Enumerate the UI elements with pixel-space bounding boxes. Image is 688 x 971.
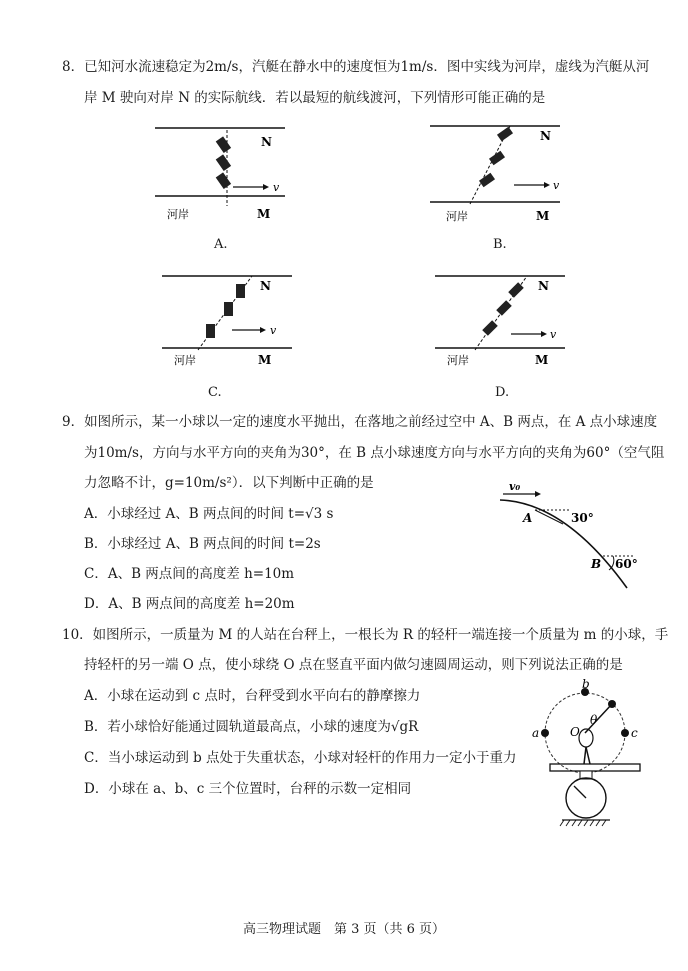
q8-figure-c (162, 270, 297, 375)
q8-figure-b (430, 118, 565, 228)
scale-platform (550, 764, 640, 771)
q10-option-b: B．若小球恰好能通过圆轨道最高点，小球的速度为√gR (84, 719, 419, 735)
q9-option-d: D．A、B 两点间的高度差 h=20m (84, 596, 295, 612)
bank-label: 河岸 (167, 208, 189, 221)
q8-caption-c: C. (208, 385, 222, 400)
theta-label: θ (590, 713, 598, 727)
boat (216, 154, 231, 171)
point-o-label: O (570, 725, 580, 739)
point-c-label: c (631, 726, 638, 740)
bank-n-label: N (260, 279, 271, 293)
velocity-label: v (273, 181, 280, 194)
q10-text-line2: 持轻杆的另一端 O 点，使小球绕 O 点在竖直平面内做匀速圆周运动，则下列说法正确的是 (84, 657, 623, 673)
bank-m-label: M (258, 353, 272, 367)
boat (216, 136, 231, 153)
q10-option-c: C．当小球运动到 b 点处于失重状态，小球对轻杆的作用力一定小于重力 (84, 750, 517, 766)
q10-option-a: A．小球在运动到 c 点时，台秤受到水平向右的静摩擦力 (84, 688, 421, 704)
angle-a-label: 30° (571, 511, 594, 525)
q9-text-line1: 9．如图所示，某一小球以一定的速度水平抛出，在落地之前经过空中 A、B 两点，在 A 点小球速度 (62, 414, 658, 430)
bank-m-label: M (257, 207, 271, 221)
point-a-label: A (523, 511, 533, 525)
bank-label: 河岸 (174, 354, 196, 367)
bank-label: 河岸 (446, 210, 468, 223)
bank-m-label: M (536, 209, 550, 223)
point-a-label: a (532, 726, 540, 740)
velocity-label: v (553, 179, 560, 192)
q10-text-line1: 10．如图所示，一质量为 M 的人站在台秤上，一根长为 R 的轻杆一端连接一个质量为 m 的小球，手 (62, 627, 669, 643)
q9-option-c: C．A、B 两点间的高度差 h=10m (84, 566, 295, 582)
bank-n-label: N (261, 135, 272, 149)
bank-n-label: N (540, 129, 551, 143)
q9-text-line3: 力忽略不计，g=10m/s²）．以下判断中正确的是 (84, 475, 374, 491)
q9-figure (495, 478, 645, 603)
bank-n-label: N (538, 279, 549, 293)
q9-option-a: A．小球经过 A、B 两点间的时间 t=√3 s (84, 506, 334, 522)
q10-option-d: D．小球在 a、b、c 三个位置时，台秤的示数一定相同 (84, 781, 412, 797)
point-b-label: b (582, 678, 590, 691)
q8-figure-a (155, 118, 290, 228)
q8-text-line1: 8．已知河水流速稳定为2m/s，汽艇在静水中的速度恒为1m/s．图中实线为河岸，虚线为汽艇从河 (62, 59, 650, 75)
bank-m-label: M (535, 353, 549, 367)
boat (216, 172, 231, 189)
v0-label: v₀ (509, 480, 521, 493)
q9-option-b: B．小球经过 A、B 两点间的时间 t=2s (84, 536, 321, 552)
q9-text-line2: 为10m/s，方向与水平方向的夹角为30°，在 B 点小球速度方向与水平方向的夹角为60°（空气阻 (84, 445, 665, 461)
q8-caption-a: A. (214, 237, 228, 252)
velocity-label: v (270, 324, 277, 337)
q8-figure-d (435, 270, 570, 375)
q8-caption-b: B. (493, 237, 507, 252)
q8-text-line2: 岸 M 驶向对岸 N 的实际航线．若以最短的航线渡河，下列情形可能正确的是 (84, 90, 546, 106)
q10-figure (530, 678, 650, 838)
angle-b-label: 60° (615, 557, 638, 571)
bank-label: 河岸 (447, 354, 469, 367)
page-footer: 高三物理试题 第 3 页（共 6 页） (242, 922, 446, 937)
q8-caption-d: D. (495, 385, 510, 400)
point-b-label: B (591, 557, 602, 571)
velocity-label: v (550, 328, 557, 341)
